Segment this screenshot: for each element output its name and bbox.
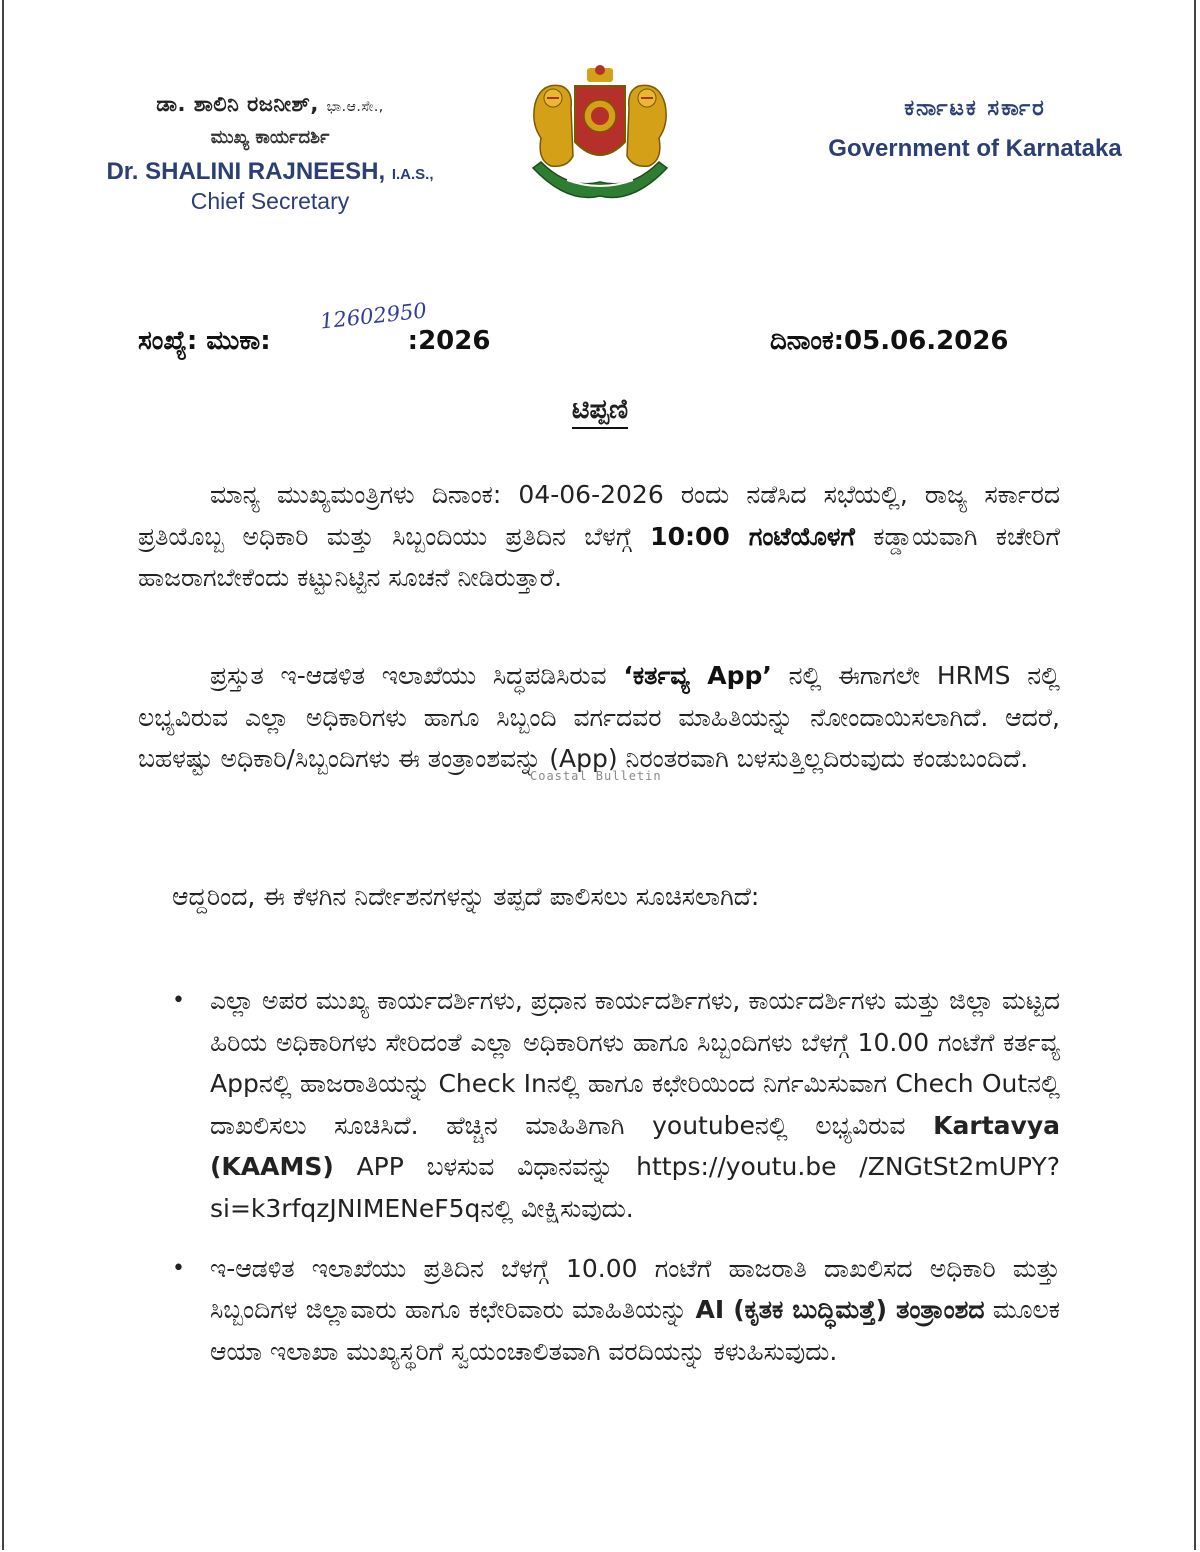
reference-label: ಸಂಖ್ಯೆ: ಮುಕಾ: bbox=[138, 326, 271, 356]
instruction-2-text-b: ಮೂಲಕ ಆಯಾ ಇಲಾಖಾ ಮುಖ್ಯಸ್ಥರಿಗೆ ಸ್ವಯಂಚಾಲಿತವಾಗಿ ವರದಿಯನ್ನು ಕಳುಹಿಸುವುದು. bbox=[210, 1295, 1061, 1366]
sender-ias-english: I.A.S., bbox=[391, 166, 434, 183]
sender-block bbox=[70, 92, 470, 215]
karnataka-emblem-icon bbox=[527, 64, 673, 204]
instruction-item-1 bbox=[138, 980, 1060, 1230]
document-title bbox=[0, 394, 1200, 426]
paragraph-1-text-a: ಮಾನ್ಯ ಮುಖ್ಯಮಂತ್ರಿಗಳು ದಿನಾಂಕ: 04-06-2026 ರಂದು ನಡೆಸಿದ ಸಭೆಯಲ್ಲಿ, ರಾಜ್ಯ ಸರ್ಕಾರದ ಪ್ರತಿಯೊಬ್ಬ ಅಧಿಕಾರಿ ಮತ್ತು ಸಿಬ್ಬಂದಿಯು ಪ್ರತಿದಿನ ಬೆಳಗ್ಗೆ bbox=[138, 480, 1060, 551]
paragraph-2-text-b: ನಲ್ಲಿ ಈಗಾಗಲೇ HRMS ನಲ್ಲಿ ಲಭ್ಯವಿರುವ ಎಲ್ಲಾ ಅಧಿಕಾರಿಗಳು ಹಾಗೂ ಸಿಬ್ಬಂದಿ ವರ್ಗದವರ ಮಾಹಿತಿಯನ್ನು ನೋಂದಾಯಿಸಲಾಗಿದೆ. ಆದರೆ, ಬಹಳಷ್ಟು ಅಧಿಕಾರಿ/ಸಿಬ್ಬಂದಿಗಳು ಈ ತಂತ್ರಾಂಶವನ್ನು (App) ನಿರಂತರವಾಗಿ ಬಳಸುತ್ತಿಲ್ಲದಿರುವುದು ಕಂಡುಬಂದಿದೆ. bbox=[138, 661, 1060, 774]
sender-name-kannada-text: ಡಾ. ಶಾಲಿನಿ ರಜನೀಶ್, bbox=[156, 92, 319, 116]
paragraph-2-bold: ‘ಕರ್ತವ್ಯ App’ bbox=[623, 661, 772, 690]
government-block bbox=[800, 96, 1150, 163]
instruction-1-text-b: APP ಬಳಸುವ ವಿಧಾನವನ್ನು https://youtu.be /ZNGtSt2mUPY?si=k3rfqzJNIMENeF5qನಲ್ಲಿ ವೀಕ್ಷಿಸುವುದು. bbox=[210, 1152, 1060, 1223]
bullet-icon: • bbox=[172, 1255, 185, 1281]
reference-year: :2026 bbox=[407, 326, 491, 356]
instruction-list bbox=[138, 980, 1060, 1372]
document-title-text: ಟಿಪ್ಪಣಿ bbox=[572, 394, 628, 429]
instruction-2-text-a: ಇ-ಆಡಳಿತ ಇಲಾಖೆಯು ಪ್ರತಿದಿನ ಬೆಳಗ್ಗೆ 10.00 ಗಂಟೆಗೆ ಹಾಜರಾತಿ ದಾಖಲಿಸದ ಅಧಿಕಾರಿ ಮತ್ತು ಸಿಬ್ಬಂದಿಗಳ ಜಿಲ್ಲಾವಾರು ಹಾಗೂ ಕಛೇರಿವಾರು ಮಾಹಿತಿಯನ್ನು bbox=[210, 1253, 1060, 1325]
sender-name-english bbox=[70, 158, 470, 186]
government-name-english: Government of Karnataka bbox=[828, 135, 1122, 162]
reference-number bbox=[138, 298, 491, 357]
sender-designation-english: Chief Secretary bbox=[190, 188, 350, 214]
paragraph-2 bbox=[138, 655, 1060, 780]
instruction-1-text-a: ಎಲ್ಲಾ ಅಪರ ಮುಖ್ಯ ಕಾರ್ಯದರ್ಶಿಗಳು, ಪ್ರಧಾನ ಕಾರ್ಯದರ್ಶಿಗಳು, ಕಾರ್ಯದರ್ಶಿಗಳು ಮತ್ತು ಜಿಲ್ಲಾ ಮಟ್ಟದ ಹಿರಿಯ ಅಧಿಕಾರಿಗಳು ಸೇರಿದಂತೆ ಎಲ್ಲಾ ಅಧಿಕಾರಿಗಳು ಹಾಗೂ ಸಿಬ್ಬಂದಿಗಳು ಬೆಳಗ್ಗೆ 10.00 ಗಂಟೆಗೆ ಕರ್ತವ್ಯ Appನಲ್ಲಿ ಹಾಜರಾತಿಯನ್ನು Check Inನಲ್ಲಿ ಹಾಗೂ ಕಛೇರಿಯಿಂದ ನಿರ್ಗಮಿಸುವಾಗ Chech Outನಲ್ಲಿ ದಾಖಲಿಸಲು ಸೂಚಿಸಿದೆ. ಹೆಚ್ಚಿನ ಮಾಹಿತಿಗಾಗಿ youtubeನಲ್ಲಿ ಲಭ್ಯವಿರುವ bbox=[210, 986, 1060, 1140]
paragraph-3: ಆದ್ದರಿಂದ, ಈ ಕೆಳಗಿನ ನಿರ್ದೇಶನಗಳನ್ನು ತಪ್ಪದೆ ಪಾಲಿಸಲು ಸೂಚಿಸಲಾಗಿದೆ: bbox=[172, 882, 760, 911]
instruction-2-bold: AI (ಕೃತಕ ಬುದ್ಧಿಮತ್ತೆ) ತಂತ್ರಾಂಶದ bbox=[695, 1295, 985, 1325]
instruction-item-2 bbox=[138, 1248, 1060, 1373]
instruction-1-bold: Kartavya (KAAMS) bbox=[210, 1110, 1060, 1182]
handwritten-reference-number: 12602950 bbox=[319, 298, 428, 334]
paragraph-1-bold: 10:00 ಗಂಟೆಯೊಳಗೆ bbox=[650, 521, 855, 551]
sender-name-kannada bbox=[70, 92, 470, 117]
sender-designation-kannada: ಮುಖ್ಯ ಕಾರ್ಯದರ್ಶಿ bbox=[210, 127, 330, 148]
document-date: ದಿನಾಂಕ:05.06.2026 bbox=[770, 326, 1009, 356]
watermark-text: Coastal Bulletin bbox=[530, 769, 662, 783]
bullet-icon: • bbox=[172, 988, 185, 1013]
paragraph-2-text-a: ಪ್ರಸ್ತುತ ಇ-ಆಡಳಿತ ಇಲಾಖೆಯು ಸಿದ್ಧಪಡಿಸಿರುವ bbox=[210, 661, 624, 690]
paragraph-1 bbox=[138, 474, 1060, 599]
paragraph-1-text-b: ಕಡ್ಡಾಯವಾಗಿ ಕಚೇರಿಗೆ ಹಾಜರಾಗಬೇಕೆಂದು ಕಟ್ಟುನಿಟ್ಟಿನ ಸೂಚನೆ ನೀಡಿರುತ್ತಾರೆ. bbox=[138, 521, 1060, 593]
government-name-kannada: ಕರ್ನಾಟಕ ಸರ್ಕಾರ bbox=[904, 96, 1046, 121]
sender-ias-kannada: ಭಾ.ಆ.ಸೇ., bbox=[326, 99, 384, 115]
sender-name-english-text: Dr. SHALINI RAJNEESH, bbox=[106, 158, 386, 185]
